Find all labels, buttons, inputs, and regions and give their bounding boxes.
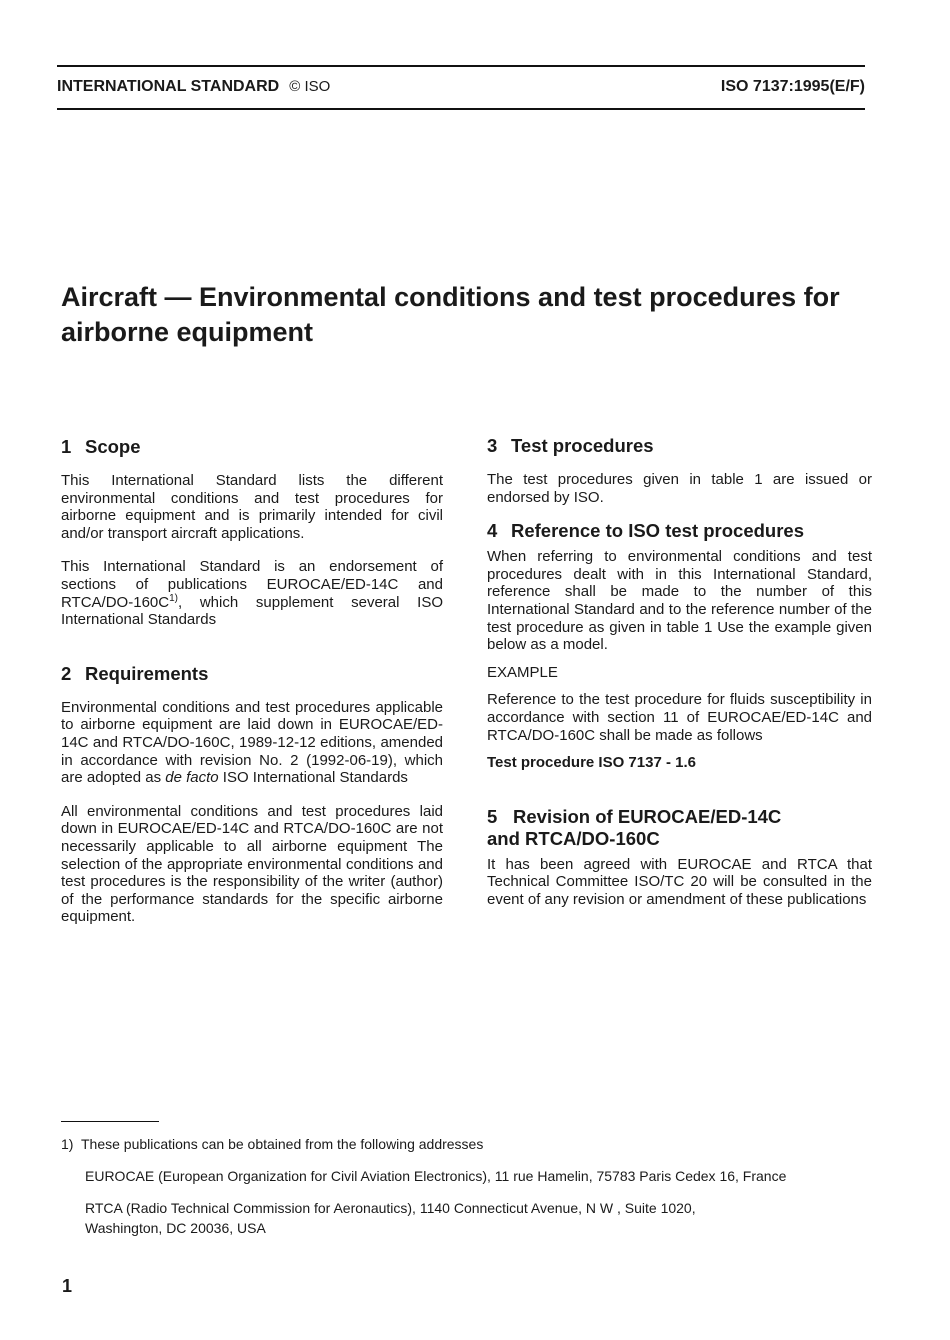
footnote-rtca-address-line-1: RTCA (Radio Technical Commission for Aeronautics), 1140 Connecticut Avenue, N W , Suite 1020, bbox=[85, 1200, 696, 1216]
page-number: 1 bbox=[62, 1276, 73, 1296]
header-left bbox=[57, 78, 330, 96]
scope-paragraph-1: This International Standard lists the different environmental conditions and test procedures for airborne equipment and is primarily intended for civil and/or transport aircraft applications. bbox=[61, 472, 443, 542]
requirements-p1-text: Environmental conditions and test procedures applicable to airborne equipment are laid down in EUROCAE/ED-14C and RTCA/DO-160C, 1989-12-12 editions, amended in accordance with revision No. 2 (1992-06-19), which are adopted as bbox=[61, 698, 443, 787]
section-number: 5 bbox=[487, 805, 498, 827]
section-heading-scope bbox=[61, 436, 443, 458]
example-text: Reference to the test procedure for fluids susceptibility in accordance with section 11 of EUROCAE/ED-14C and RTCA/DO-160C shall be made as follows bbox=[487, 691, 872, 744]
footnote-eurocae-address: EUROCAE (European Organization for Civil Aviation Electronics), 11 rue Hamelin, 75783 Paris Cedex 16, France bbox=[85, 1168, 787, 1184]
header-doc-number: ISO 7137:1995(E/F) bbox=[720, 78, 865, 95]
revision-paragraph: It has been agreed with EUROCAE and RTCA that Technical Committee ISO/TC 20 will be consulted in the event of any revision or amendment of these publications bbox=[487, 855, 872, 908]
footnote-rtca-address-line-2: Washington, DC 20036, USA bbox=[85, 1220, 266, 1236]
section-heading-requirements bbox=[61, 663, 443, 685]
scope-p2-text-end: , which supplement several ISO International Standards bbox=[61, 593, 443, 629]
document-title: Aircraft — Environmental conditions and test procedures for airborne equipment bbox=[61, 282, 840, 347]
section-number: 2 bbox=[61, 662, 72, 684]
footnote-marker: 1) bbox=[61, 1136, 74, 1152]
requirements-p1-text-end: ISO International Standards bbox=[218, 769, 408, 787]
footnote-reference: 1) bbox=[169, 592, 178, 604]
footnote-intro-text: These publications can be obtained from the following addresses bbox=[80, 1136, 484, 1152]
footnote-separator bbox=[61, 1121, 159, 1122]
requirements-paragraph-2: All environmental conditions and test procedures laid down in EUROCAE/ED-14C and RTCA/DO-160C are not necessarily applicable to all airborne equipment The selection of the appropriate environmental conditions and test procedures is the responsibility of the writer (author) of the performance standards for the specific airborne equipment. bbox=[61, 802, 443, 926]
reference-paragraph: When referring to environmental conditions and test procedures dealt with in this International Standard, reference shall be made to the number of this International Standard and to the reference number of the test procedure as given in table 1 Use the example given below as a model. bbox=[487, 548, 872, 654]
header-standard-label: INTERNATIONAL STANDARD bbox=[57, 78, 280, 95]
footnote bbox=[61, 1134, 841, 1238]
requirements-paragraph-1 bbox=[61, 699, 443, 787]
section-number: 1 bbox=[61, 436, 72, 457]
section-number: 4 bbox=[487, 520, 498, 542]
scope-paragraph-2 bbox=[61, 558, 443, 628]
example-procedure-reference: Test procedure ISO 7137 - 1.6 bbox=[487, 754, 696, 772]
section-heading-test-procedures bbox=[487, 435, 872, 457]
test-procedures-paragraph: The test procedures given in table 1 are issued or endorsed by ISO. bbox=[487, 471, 872, 506]
header-copyright: © ISO bbox=[289, 78, 331, 95]
right-column bbox=[487, 435, 872, 909]
header-top-rule bbox=[57, 65, 865, 67]
section-title: Test procedures bbox=[511, 435, 654, 456]
scope-p2-text: This International Standard is an endorsement of sections of publications EUROCAE/ED-14C and RTCA/DO-160C bbox=[61, 558, 443, 611]
italic-term: de facto bbox=[165, 769, 219, 787]
section-title: Revision of EUROCAE/ED-14C and RTCA/DO-160C bbox=[487, 805, 782, 849]
section-title: Reference to ISO test procedures bbox=[511, 520, 805, 542]
section-title: Scope bbox=[85, 436, 141, 457]
footnote-intro bbox=[61, 1134, 841, 1154]
section-number: 3 bbox=[487, 435, 498, 456]
section-heading-reference bbox=[487, 520, 872, 542]
section-heading-revision bbox=[487, 806, 872, 850]
left-column bbox=[61, 436, 443, 926]
running-header bbox=[57, 76, 865, 98]
section-title: Requirements bbox=[85, 662, 209, 684]
example-label: EXAMPLE bbox=[487, 663, 558, 681]
header-bottom-rule bbox=[57, 108, 865, 110]
